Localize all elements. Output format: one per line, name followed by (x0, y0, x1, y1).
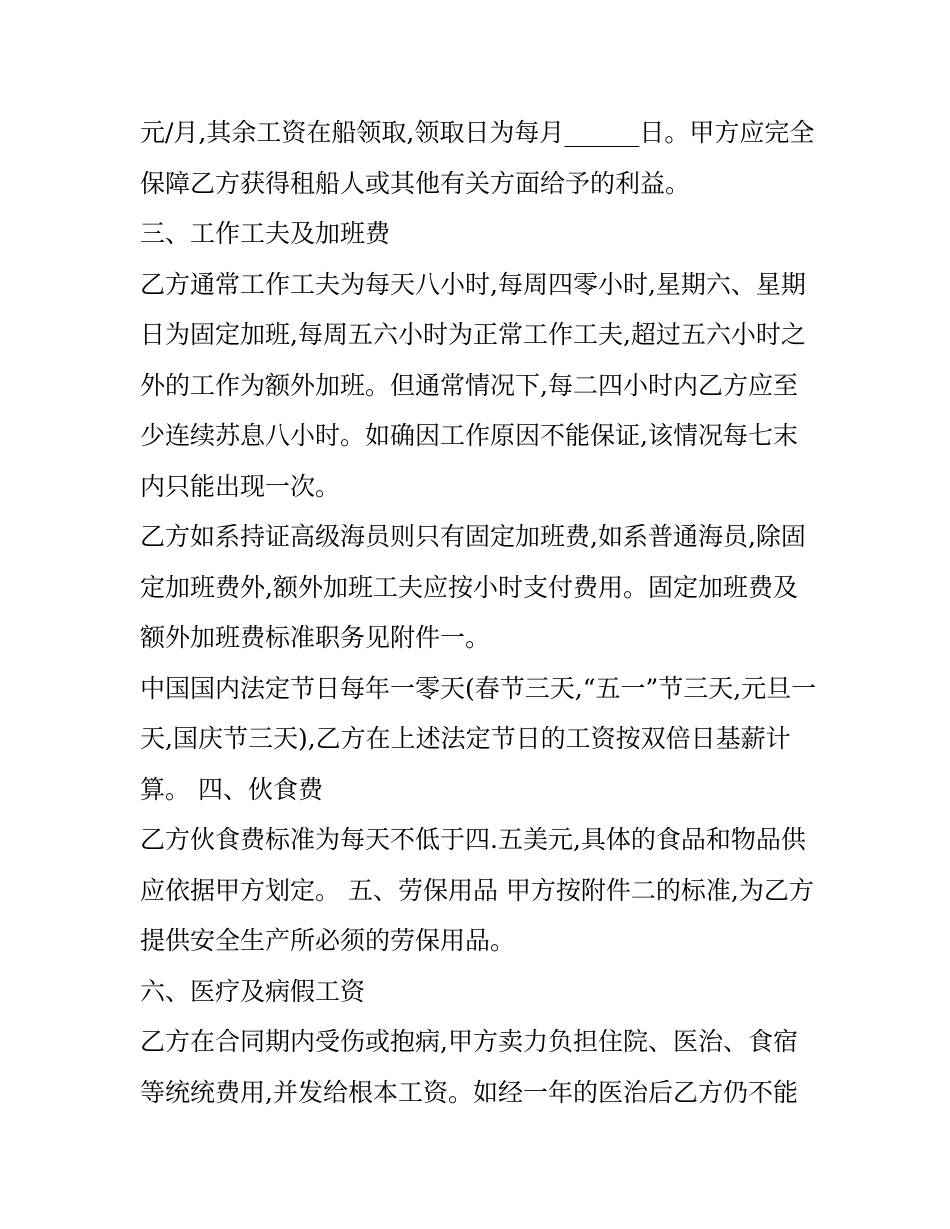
text-line: 少连续苏息八小时。如确因工作原因不能保证,该情况每七末 (140, 421, 798, 450)
text-line: 外的工作为额外加班。但通常情况下,每二四小时内乙方应至 (140, 370, 798, 400)
text-line: 定加班费外,额外加班工夫应按小时支付费用。固定加班费及 (140, 572, 798, 602)
text-line: 等统统费用,并发给根本工资。如经一年的医治后乙方仍不能 (140, 1077, 798, 1107)
text-line: 元/月,其余工资在船领取,领取日为每月______日。甲方应完全 (140, 118, 815, 147)
text-line: 乙方伙食费标准为每天不低于四.五美元,具体的食品和物品供 (140, 825, 806, 854)
text-line: 天,国庆节三天),乙方在上述法定节日的工资按双倍日基薪计 (140, 724, 791, 753)
text-line: 日为固定加班,每周五六小时为正常工作工夫,超过五六小时之 (140, 320, 806, 349)
section-heading: 三、工作工夫及加班费 (140, 219, 391, 248)
text-line: 中国国内法定节日每年一零天(春节三天,“五一”节三天,元旦一 (140, 673, 817, 703)
text-line: 乙方如系持证高级海员则只有固定加班费,如系普通海员,除固 (140, 522, 806, 551)
section-heading: 六、医疗及病假工资 (140, 976, 366, 1006)
text-line: 保障乙方获得租船人或其他有关方面给予的利益。 (140, 168, 691, 198)
text-line: 提供安全生产所必须的劳保用品。 (140, 926, 516, 955)
text-line: 算。 四、伙食费 (140, 774, 323, 804)
document-body (140, 108, 820, 1118)
text-line: 额外加班费标准职务见附件一。 (140, 623, 491, 652)
text-line: 应依据甲方划定。 五、劳保用品 甲方按附件二的标准,为乙方 (140, 875, 814, 905)
text-line: 乙方通常工作工夫为每天八小时,每周四零小时,星期六、星期 (140, 269, 806, 299)
text-line: 内只能出现一次。 (140, 471, 341, 501)
text-line: 乙方在合同期内受伤或抱病,甲方卖力负担住院、医治、食宿 (140, 1027, 798, 1056)
